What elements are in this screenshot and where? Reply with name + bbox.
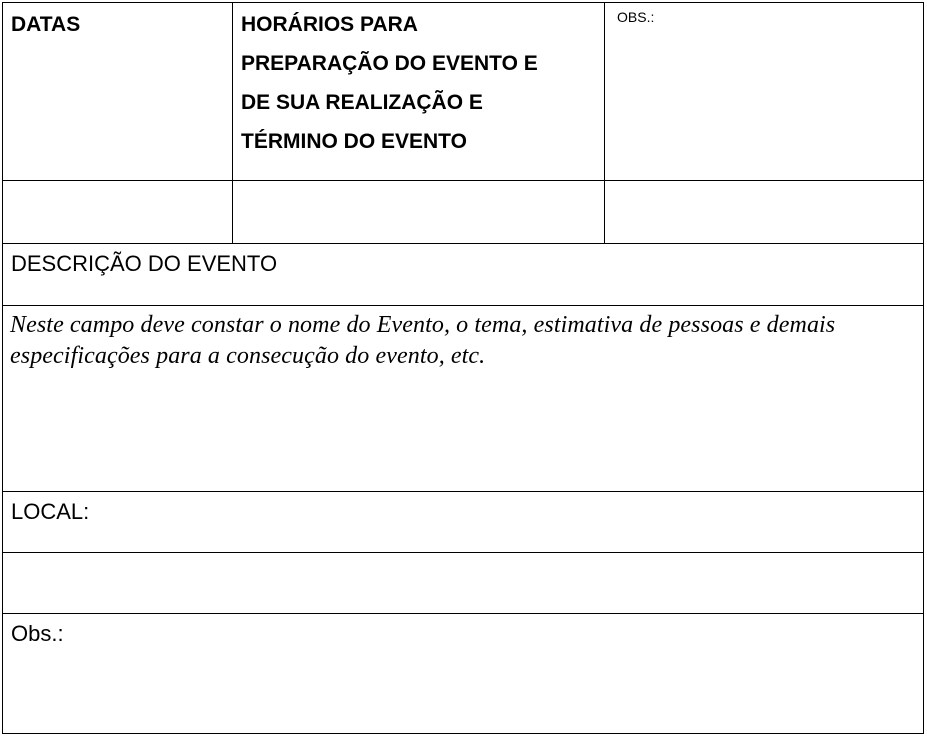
descricao-label: DESCRIÇÃO DO EVENTO — [11, 251, 278, 276]
descricao-body-row[interactable] — [3, 306, 923, 492]
data-entry-row — [3, 181, 923, 244]
local-label: LOCAL: — [11, 499, 90, 524]
header-row — [3, 3, 923, 181]
local-input-row[interactable] — [3, 553, 923, 614]
observacoes-label: Obs.: — [11, 621, 64, 646]
local-label-row — [3, 492, 923, 553]
obs-header-cell — [605, 3, 923, 180]
obs-header: OBS.: — [617, 9, 655, 25]
horarios-input-cell[interactable] — [233, 181, 605, 243]
event-form-table — [2, 2, 924, 734]
horarios-header-cell — [233, 3, 605, 180]
datas-header: DATAS — [11, 13, 81, 36]
datas-input-cell[interactable] — [3, 181, 233, 243]
horarios-header: HORÁRIOS PARA PREPARAÇÃO DO EVENTO E DE SUA REALIZAÇÃO E TÉRMINO DO EVENTO — [241, 13, 538, 153]
obs-input-cell[interactable] — [605, 181, 923, 243]
descricao-label-row — [3, 244, 923, 306]
datas-header-cell — [3, 3, 233, 180]
observacoes-row[interactable] — [3, 614, 923, 735]
descricao-instructions: Neste campo deve constar o nome do Evento, o tema, estimativa de pessoas e demais especificações para a consecução do evento, etc. — [10, 312, 836, 369]
